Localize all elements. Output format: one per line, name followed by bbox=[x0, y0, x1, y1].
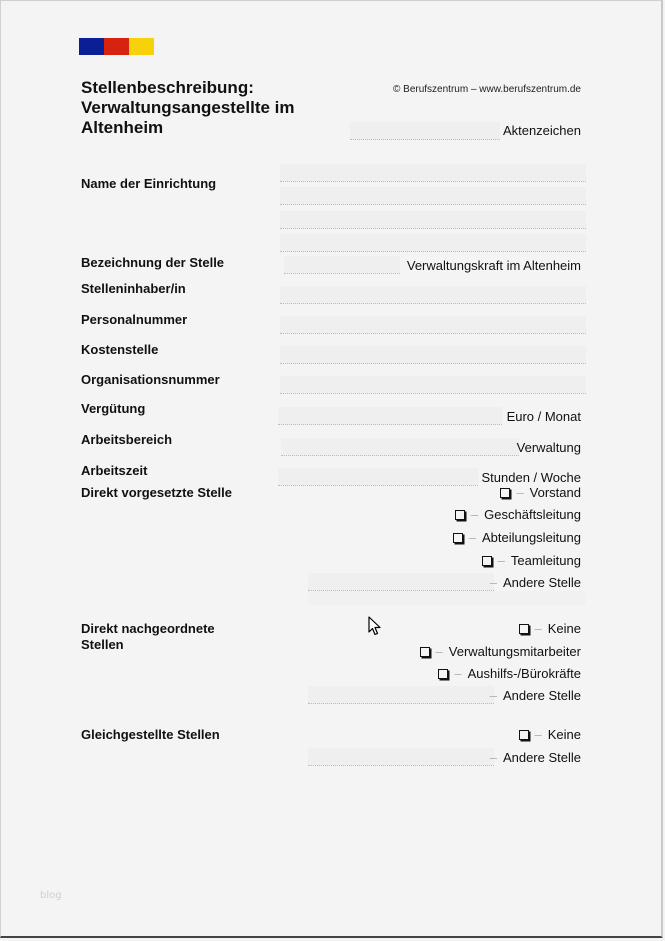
position-title-field[interactable] bbox=[284, 256, 400, 274]
superior-label: Direkt vorgesetzte Stelle bbox=[81, 485, 233, 500]
equal-other-label bbox=[490, 750, 581, 766]
logo-blue-stripe bbox=[79, 38, 104, 55]
equal-other-field[interactable] bbox=[308, 748, 494, 766]
checkbox-icon[interactable] bbox=[455, 510, 465, 520]
position-title-value: Verwaltungskraft im Altenheim bbox=[406, 258, 581, 273]
facility-name-field-line-4[interactable] bbox=[280, 234, 586, 252]
checkbox-icon[interactable] bbox=[482, 556, 492, 566]
checkbox-icon[interactable] bbox=[519, 624, 529, 634]
work-time-label: Arbeitszeit bbox=[81, 463, 148, 478]
option-label: Geschäftsleitung bbox=[484, 507, 581, 522]
checkbox-icon[interactable] bbox=[519, 730, 529, 740]
dash-separator: – bbox=[454, 666, 462, 681]
superior-other-label bbox=[490, 575, 581, 591]
personnel-number-field[interactable] bbox=[280, 316, 586, 334]
subordinate-option-verwaltungsmitarbeiter[interactable] bbox=[420, 644, 581, 660]
superior-option-geschaeftsleitung[interactable] bbox=[455, 507, 581, 523]
copyright-notice: © Berufszentrum – www.berufszentrum.de bbox=[393, 84, 581, 95]
label-line: Direkt nachgeordnete bbox=[81, 621, 215, 636]
subordinate-option-aushilfskraefte[interactable] bbox=[438, 666, 581, 682]
subordinate-label bbox=[81, 621, 215, 653]
file-number-label: Aktenzeichen bbox=[502, 123, 581, 138]
facility-name-field-line-3[interactable] bbox=[280, 211, 586, 229]
cost-center-label: Kostenstelle bbox=[81, 342, 159, 357]
file-number-field[interactable] bbox=[350, 122, 500, 140]
work-time-unit: Stunden / Woche bbox=[481, 470, 581, 485]
superior-other-field-line-2[interactable] bbox=[308, 591, 586, 605]
facility-name-field-line-1[interactable] bbox=[280, 164, 586, 182]
title-line: Verwaltungsangestellte im bbox=[81, 98, 295, 117]
work-area-label: Arbeitsbereich bbox=[81, 432, 173, 447]
option-label: Keine bbox=[547, 621, 581, 636]
option-label: Keine bbox=[547, 727, 581, 742]
mouse-cursor-icon bbox=[368, 616, 382, 636]
superior-option-vorstand[interactable] bbox=[500, 485, 581, 501]
checkbox-icon[interactable] bbox=[500, 488, 510, 498]
org-number-label: Organisationsnummer bbox=[81, 372, 220, 387]
label-line: Stellen bbox=[81, 637, 124, 652]
dash-separator: – bbox=[497, 553, 505, 568]
salary-unit: Euro / Monat bbox=[506, 409, 581, 424]
salary-label: Vergütung bbox=[81, 401, 146, 416]
cost-center-field[interactable] bbox=[280, 346, 586, 364]
facility-name-label: Name der Einrichtung bbox=[81, 176, 217, 191]
logo-yellow-stripe bbox=[129, 38, 154, 55]
checkbox-icon[interactable] bbox=[453, 533, 463, 543]
option-label: Abteilungsleitung bbox=[481, 530, 581, 545]
brand-logo-flag bbox=[79, 38, 154, 55]
salary-field[interactable] bbox=[278, 407, 502, 425]
personnel-number-label: Personalnummer bbox=[81, 312, 188, 327]
superior-other-field[interactable] bbox=[308, 573, 494, 591]
superior-option-abteilungsleitung[interactable] bbox=[453, 530, 581, 546]
subordinate-option-keine[interactable] bbox=[519, 621, 581, 637]
subordinate-other-field[interactable] bbox=[308, 686, 494, 704]
option-label: Andere Stelle bbox=[502, 575, 581, 590]
dash-separator: – bbox=[468, 530, 476, 545]
option-label: Aushilfs-/Bürokräfte bbox=[467, 666, 581, 681]
option-label: Vorstand bbox=[529, 485, 581, 500]
dash-separator: – bbox=[489, 575, 497, 590]
option-label: Andere Stelle bbox=[502, 688, 581, 703]
facility-name-field-line-2[interactable] bbox=[280, 187, 586, 205]
document-title bbox=[81, 78, 295, 138]
logo-red-stripe bbox=[104, 38, 129, 55]
equal-option-keine[interactable] bbox=[519, 727, 581, 743]
checkbox-icon[interactable] bbox=[420, 647, 430, 657]
work-time-field[interactable] bbox=[278, 468, 478, 486]
work-area-field[interactable] bbox=[281, 438, 519, 456]
holder-label: Stelleninhaber/in bbox=[81, 281, 186, 296]
dash-separator: – bbox=[489, 750, 497, 765]
option-label: Teamleitung bbox=[510, 553, 581, 568]
position-title-label: Bezeichnung der Stelle bbox=[81, 255, 225, 270]
superior-option-teamleitung[interactable] bbox=[482, 553, 581, 569]
option-label: Verwaltungsmitarbeiter bbox=[448, 644, 581, 659]
equal-label: Gleichgestellte Stellen bbox=[81, 727, 220, 742]
org-number-field[interactable] bbox=[280, 376, 586, 394]
watermark-text: blog bbox=[40, 890, 62, 901]
checkbox-icon[interactable] bbox=[438, 669, 448, 679]
title-line: Altenheim bbox=[81, 118, 164, 137]
dash-separator: – bbox=[470, 507, 479, 522]
work-area-value: Verwaltung bbox=[516, 440, 581, 455]
subordinate-other-label bbox=[490, 688, 581, 704]
dash-separator: – bbox=[435, 644, 443, 659]
holder-field[interactable] bbox=[280, 286, 586, 304]
option-label: Andere Stelle bbox=[502, 750, 581, 765]
dash-separator: – bbox=[489, 688, 497, 703]
dash-separator: – bbox=[534, 727, 542, 742]
dash-separator: – bbox=[516, 485, 524, 500]
title-line: Stellenbeschreibung: bbox=[81, 78, 254, 97]
dash-separator: – bbox=[534, 621, 542, 636]
